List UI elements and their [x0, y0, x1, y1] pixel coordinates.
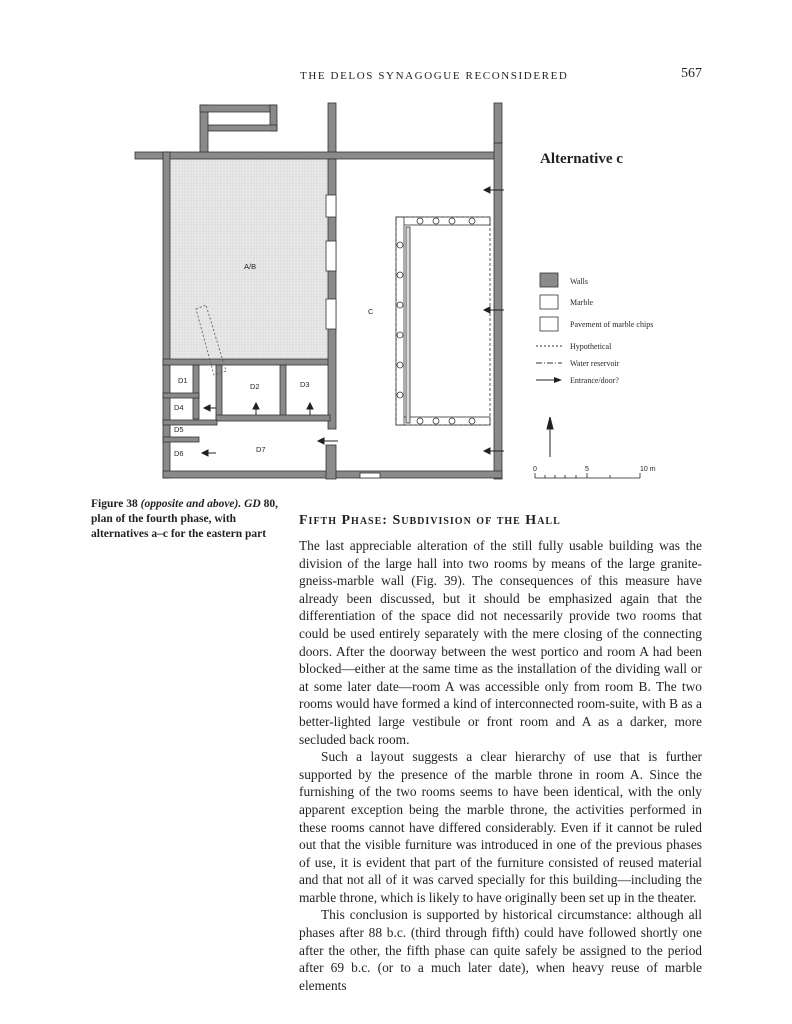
room-label-d1: D1 — [178, 376, 188, 385]
figure-title: Alternative c — [540, 151, 623, 167]
room-label-d5: D5 — [174, 425, 184, 434]
paragraph-1: The last appreciable alteration of the still fully usable building was the division of the large hall into two rooms by means of the large granite-gneiss-marble wall (Fig. 39). The consequences of this measure have already been discussed, but it should be emphasized again that the differentiation of the space did not necessarily provide two rooms that could be used entirely separately with the mere closing of the connecting doors. After the doorway between the west portico and room A had been blocked—either at the same time as the installation of the dividing wall or at some later date—room A was accessible only from room B. The two rooms would have formed a kind of interconnected room-suite, with B as a better-lighted large vestibule or front room and A as a darker, more secluded back room. — [299, 538, 702, 747]
legend-entrance: Entrance/door? — [570, 376, 619, 385]
north-arrow — [547, 417, 553, 457]
room-label-d7: D7 — [256, 445, 266, 454]
room-label-d3: D3 — [300, 380, 310, 389]
body-text — [299, 537, 702, 994]
paragraph-2: Such a layout suggests a clear hierarchy of use that is further supported by the presence of the marble throne in room A. Since the furnishing of the two rooms seems to have been identical, with the only apparent exception being the marble throne, the activities performed in these rooms cannot have differed considerably. Even if it cannot be ruled out that the visible furniture was introduced in one of the previous phases of use, it is evident that part of the furniture consisted of reused material and that not all of it was carved specially for this building—including the marble throne, which is likely to have originally been set up in the theater. — [299, 749, 702, 905]
legend-pavement: Pavement of marble chips — [570, 320, 654, 329]
running-head: THE DELOS SYNAGOGUE RECONSIDERED — [300, 70, 569, 82]
room-label-ab: A/B — [244, 262, 257, 271]
scale-mid: 5 — [585, 466, 589, 473]
floor-plan-figure — [130, 95, 690, 495]
room-label-d4: D4 — [174, 403, 184, 412]
paragraph-3: This conclusion is supported by historical circumstance: although all phases after 88 b.c. (third through fifth) could have followed shortly one after the other, the fifth phase can quite safely be assigned to the period after 69 b.c. (or to a much later date), when heavy reuse of marble elements — [299, 907, 702, 993]
figure-description: 80, plan of the fourth phase, with alternatives a–c for the eastern part — [91, 498, 278, 540]
legend-marble: Marble — [570, 298, 594, 307]
figure-label: Figure 38 — [91, 498, 138, 510]
room-ab-pavement — [170, 159, 330, 359]
page-number: 567 — [681, 66, 702, 81]
section-heading: Fifth Phase: Subdivision of the Hall — [299, 513, 561, 528]
scale-zero: 0 — [533, 466, 537, 473]
room-label-d2: D2 — [250, 382, 260, 391]
legend-water-reservoir: Water reservoir — [570, 359, 620, 368]
legend-walls: Walls — [570, 277, 589, 286]
figure-note: (opposite and above). GD — [140, 498, 261, 510]
figure-caption — [91, 497, 291, 542]
legend-hypothetical: Hypothetical — [570, 342, 612, 351]
scale-end: 10 m — [640, 466, 656, 473]
marble-colonnade — [396, 217, 490, 425]
room-label-c: C — [368, 307, 374, 316]
legend — [536, 273, 653, 385]
scale-bar — [533, 466, 656, 478]
room-label-d6: D6 — [174, 449, 184, 458]
